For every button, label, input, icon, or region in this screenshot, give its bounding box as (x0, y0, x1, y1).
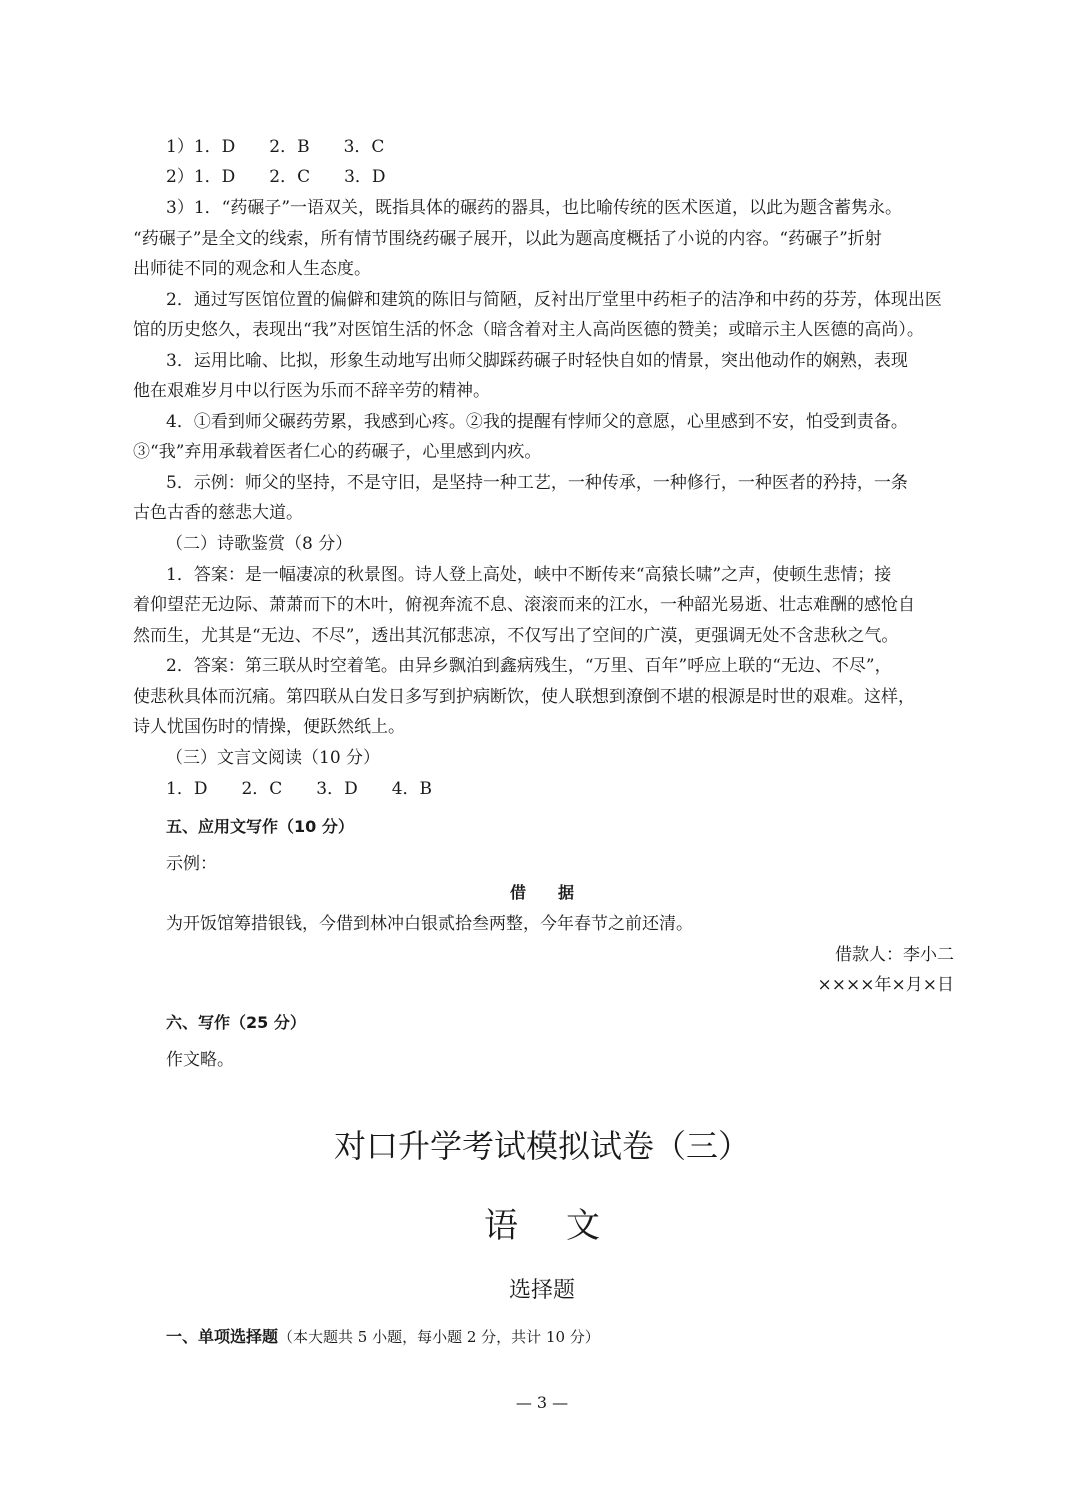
answer-q3-line-2: 他在艰难岁月中以行医为乐而不辞辛劳的精神。 (133, 381, 490, 401)
classical-answers: 1．D 2．C 3．D 4．B (166, 779, 433, 799)
poetry-answer-1-line-3: 然而生，尤其是“无边、不尽”，透出其沉郁悲凉，不仅写出了空间的广漠，更强调无处不含悲秋之气。 (133, 626, 899, 646)
part1-note: （本大题共 5 小题，每小题 2 分，共计 10 分） (278, 1328, 600, 1346)
poetry-answer-1-line-1: 1．答案：是一幅凄凉的秋景图。诗人登上高处，峡中不断传来“高猿长啸”之声，使顿生悲情；接 (166, 565, 892, 585)
poetry-heading: （二）诗歌鉴赏（8 分） (166, 534, 353, 554)
answer-q4-line-1: 4．①看到师父碾药劳累，我感到心疼。②我的提醒有悖师父的意愿，心里感到不安，怕受到责备。 (166, 412, 908, 432)
answer-q5-line-1: 5．示例：师父的坚持，不是守旧，是坚持一种工艺，一种传承，一种修行，一种医者的矜持，一条 (166, 473, 908, 493)
answer-q3-line-1: 3．运用比喻、比拟，形象生动地写出师父脚踩药碾子时轻快自如的情景，突出他动作的娴熟，表现 (166, 351, 908, 371)
answer-3-line-2: “药碾子”是全文的线索，所有情节围绕药碾子展开，以此为题高度概括了小说的内容。“药碾子”折射 (133, 229, 882, 249)
answer-q2-line-1: 2．通过写医馆位置的偏僻和建筑的陈旧与简陋，反衬出厅堂里中药柜子的洁净和中药的芬芳，体现出医 (166, 290, 942, 310)
exam-title: 对口升学考试模拟试卷（三） (333, 1127, 750, 1165)
poetry-answer-2-line-2: 使悲秋具体而沉痛。第四联从白发日多写到护病断饮，使人联想到潦倒不堪的根源是时世的艰难。这样， (133, 687, 915, 707)
section-title: 选择题 (508, 1278, 575, 1303)
part1-heading (166, 1322, 955, 1352)
iou-title: 借 据 (509, 883, 574, 902)
example-label: 示例： (166, 854, 217, 874)
essay-body: 作文略。 (166, 1050, 234, 1070)
iou-borrower: 借款人：李小二 (835, 945, 954, 965)
answer-3-line-1: 3）1．“药碾子”一语双关，既指具体的碾药的器具，也比喻传统的医术医道，以此为题含蓄隽永。 (166, 198, 903, 218)
classical-heading: （三）文言文阅读（10 分） (166, 748, 381, 768)
essay-heading: 六、写作（25 分） (166, 1013, 306, 1032)
poetry-answer-2-line-3: 诗人忧国伤时的情操，便跃然纸上。 (133, 717, 405, 737)
iou-body: 为开饭馆筹措银钱，今借到林冲白银贰拾叁两整，今年春节之前还清。 (166, 914, 693, 934)
part1-label: 一、单项选择题 (166, 1327, 279, 1346)
answer-q5-line-2: 古色古香的慈悲大道。 (133, 503, 303, 523)
applied-writing-heading: 五、应用文写作（10 分） (166, 817, 354, 836)
answer-row-2: 2）1．D 2．C 3．D (166, 167, 386, 187)
iou-date: ××××年×月×日 (817, 975, 954, 995)
answer-row-1: 1）1．D 2．B 3．C (166, 137, 385, 157)
poetry-answer-2-line-1: 2．答案：第三联从时空着笔。由异乡飘泊到鑫病残生，“万里、百年”呼应上联的“无边、不尽”， (166, 656, 892, 676)
answer-3-line-3: 出师徒不同的观念和人生态度。 (133, 259, 371, 279)
answer-q4-line-2: ③“我”弃用承载着医者仁心的药碾子，心里感到内疚。 (133, 442, 542, 462)
answer-q2-line-2: 馆的历史悠久，表现出“我”对医馆生活的怀念（暗含着对主人高尚医德的赞美；或暗示主人医德的高尚）。 (133, 320, 924, 340)
page-number: — 3 — (515, 1393, 569, 1412)
poetry-answer-1-line-2: 着仰望茫无边际、萧萧而下的木叶，俯视奔流不息、滚滚而来的江水，一种韶光易逝、壮志难酬的感怆自 (133, 595, 915, 615)
subject-title: 语文 (484, 1206, 648, 1246)
